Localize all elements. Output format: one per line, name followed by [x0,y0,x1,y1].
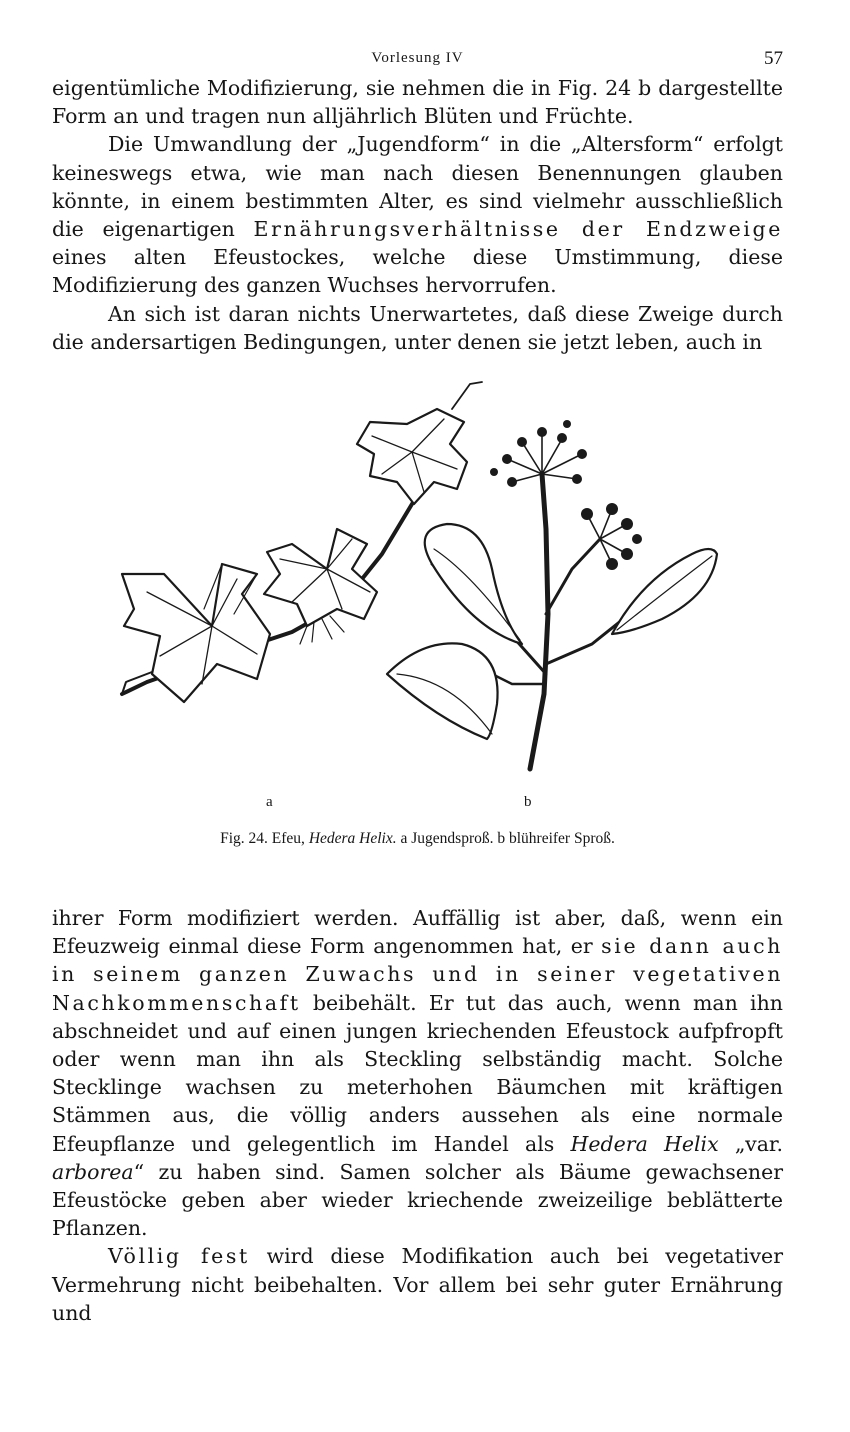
caption-prefix: Fig. 24. Efeu, [220,830,309,848]
paragraph-5-spaced: Völlig fest [108,1244,250,1269]
page [52,46,783,1327]
caption-species: Hedera Helix. [308,830,397,848]
paragraph-4-text-b: beibehält. Er tut das auch, wenn man ihn abschneidet und auf einen jungen kriechenden Efeustock aufpfropft oder wenn man ihn als Steckling selbständig macht. Solche Stecklinge wachsen zu meterhohen Bäumchen mit kräftigen Stämmen aus, die völlig anders aussehen als eine normale Efeupflanze und gelegentlich im Handel als [52,990,783,1156]
paragraph-5 [52,1242,783,1327]
page-number: 57 [764,48,783,69]
paragraph-2-text-b: eines alten Efeustockes, welche diese Umstimmung, diese Modifizierung des ganzen Wuchses hervorrufen. [52,245,783,298]
figure-label-b: b [524,794,532,811]
figure-24 [52,364,783,904]
paragraph-4-text-d: “ zu haben sind. Samen solcher als Bäume gewachsener Efeustöcke geben aber wieder kriechende zweizeilige beblätterte Pflanzen. [52,1159,783,1241]
paragraph-3: An sich ist daran nichts Unerwartetes, daß diese Zweige durch die andersartigen Bedingungen, unter denen sie jetzt leben, auch in [52,301,783,354]
figure-label-a: a [266,794,273,811]
paragraph-4-italic-species: Hedera Helix [570,1131,719,1156]
caption-suffix: a Jugendsproß. b blühreifer Sproß. [396,830,615,848]
paragraph-1: eigentümliche Modifizierung, sie nehmen die in Fig. 24 b dargestellte Form an und tragen nun alljährlich Blüten und Früchte. [52,76,783,129]
paragraph-2-text-a: Die Umwandlung der „Jugendform“ in die „Altersform“ erfolgt keineswegs etwa, wie man nach diesen Benennungen glauben könnte, in einem bestimmten Alter, es sind vielmehr ausschließlich die eigenartigen [52,132,783,242]
running-title: Vorlesung IV [371,50,464,66]
paragraph-4-italic-variety: arborea [52,1159,134,1184]
figure-caption [52,830,783,848]
paragraph-4 [52,904,783,1242]
ivy-illustration [52,364,783,824]
paragraph-4-text-c: „var. [718,1131,783,1156]
running-head [52,46,783,74]
paragraph-2-spaced: Ernährungsverhältnisse der Endzweige [253,217,783,242]
paragraph-5-text: wird diese Modifikation auch bei vegetativer Vermehrung nicht beibehalten. Vor allem bei sehr guter Ernährung und [52,1244,783,1325]
paragraph-4-text-a: ihrer Form modifiziert werden. Auffällig ist aber, daß, wenn ein Efeuzweig einmal diese Form angenommen hat, er [52,906,783,959]
paragraph-4-spaced: sie dann auch in seinem ganzen Zuwachs und in seiner vegetativen Nachkommenschaft [52,934,783,1015]
paragraph-2 [52,130,783,299]
